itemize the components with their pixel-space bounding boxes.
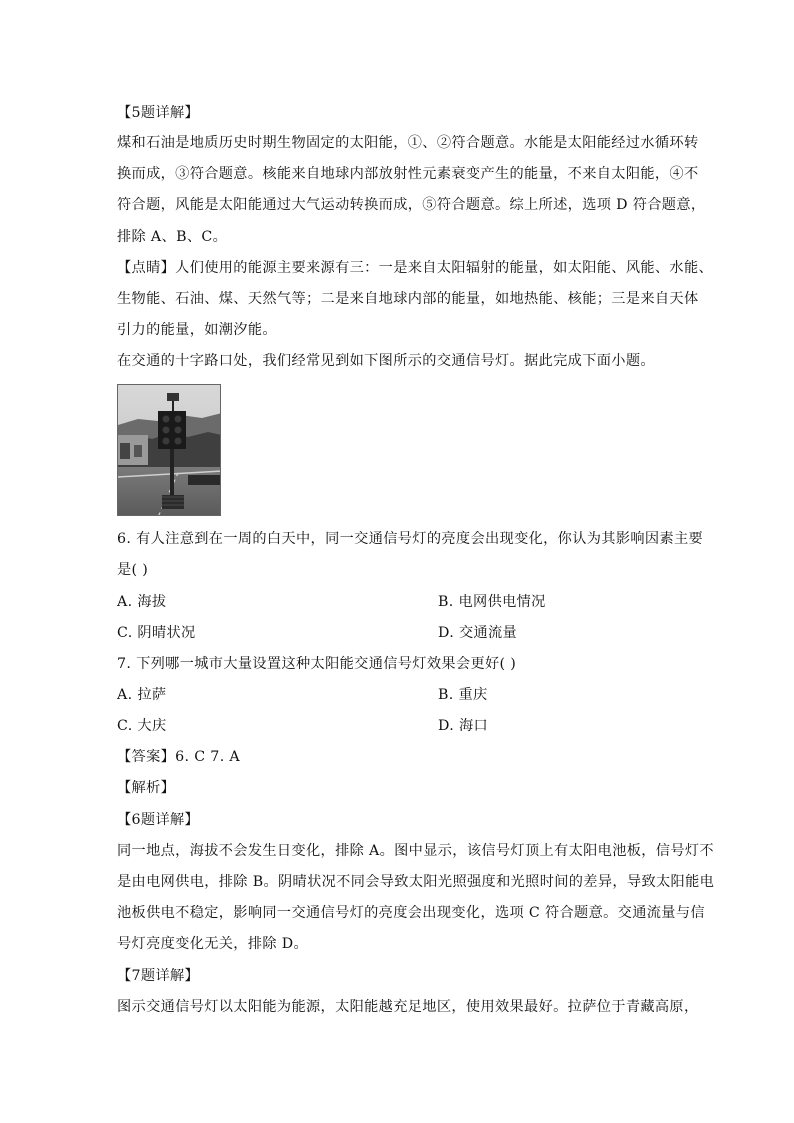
section-5-text-line-2: 换而成，③符合题意。核能来自地球内部放射性元素衰变产生的能量，不来自太阳能，④不 <box>117 166 699 182</box>
section-5-title: 【5题详解】 <box>117 105 200 121</box>
section-6-text-line-1: 同一地点，海拔不会发生日变化，排除 A。图中显示，该信号灯顶上有太阳电池板，信号灯不 <box>117 843 714 859</box>
section-5-text-line-1: 煤和石油是地质历史时期生物固定的太阳能，①、②符合题意。水能是太阳能经过水循环转 <box>117 135 699 151</box>
question-7-option-c: C. 大庆 <box>117 718 167 734</box>
intro-text: 在交通的十字路口处，我们经常见到如下图所示的交通信号灯。据此完成下面小题。 <box>117 353 655 369</box>
question-6-option-c: C. 阴晴状况 <box>117 625 196 641</box>
answer-line: 【答案】6. C 7. A <box>117 749 241 765</box>
section-7-title: 【7题详解】 <box>117 968 200 984</box>
section-7-text-line-1: 图示交通信号灯以太阳能为能源，太阳能越充足地区，使用效果最好。拉萨位于青藏高原， <box>117 999 699 1015</box>
section-6-text-line-2: 是由电网供电，排除 B。阴晴状况不同会导致太阳光照强度和光照时间的差异，导致太阳能电 <box>117 874 715 890</box>
question-6-option-a: A. 海拔 <box>117 594 167 610</box>
section-5-text-line-3: 符合题，风能是太阳能通过大气运动转换而成，⑤符合题意。综上所述，选项 D 符合题意， <box>117 197 706 213</box>
analysis-heading: 【解析】 <box>117 780 176 796</box>
question-6-option-b: B. 电网供电情况 <box>438 594 546 610</box>
section-6-title: 【6题详解】 <box>117 812 200 828</box>
question-7-option-a: A. 拉萨 <box>117 687 167 703</box>
dianjing-line-2: 生物能、石油、煤、天然气等；二是来自地球内部的能量，如地热能、核能；三是来自天体 <box>117 291 699 307</box>
question-7-option-d: D. 海口 <box>438 718 489 734</box>
dianjing-line-1: 【点睛】人们使用的能源主要来源有三：一是来自太阳辐射的能量，如太阳能、风能、水能、 <box>117 260 714 276</box>
section-5-text-line-4: 排除 A、B、C。 <box>117 229 228 245</box>
traffic-light-photo <box>117 384 221 516</box>
question-6-line-1: 6. 有人注意到在一周的白天中，同一交通信号灯的亮度会出现变化，你认为其影响因素主要 <box>117 531 704 547</box>
section-6-text-line-4: 号灯亮度变化无关，排除 D。 <box>117 936 309 952</box>
section-6-text-line-3: 池板供电不稳定，影响同一交通信号灯的亮度会出现变化，选项 C 符合题意。交通流量与信 <box>117 905 705 921</box>
question-7-line-1: 7. 下列哪一城市大量设置这种太阳能交通信号灯效果会更好( ) <box>117 656 517 672</box>
question-6-line-2: 是( ) <box>117 562 149 578</box>
dianjing-line-3: 引力的能量，如潮汐能。 <box>117 322 277 338</box>
question-6-option-d: D. 交通流量 <box>438 625 518 641</box>
question-7-option-b: B. 重庆 <box>438 687 488 703</box>
